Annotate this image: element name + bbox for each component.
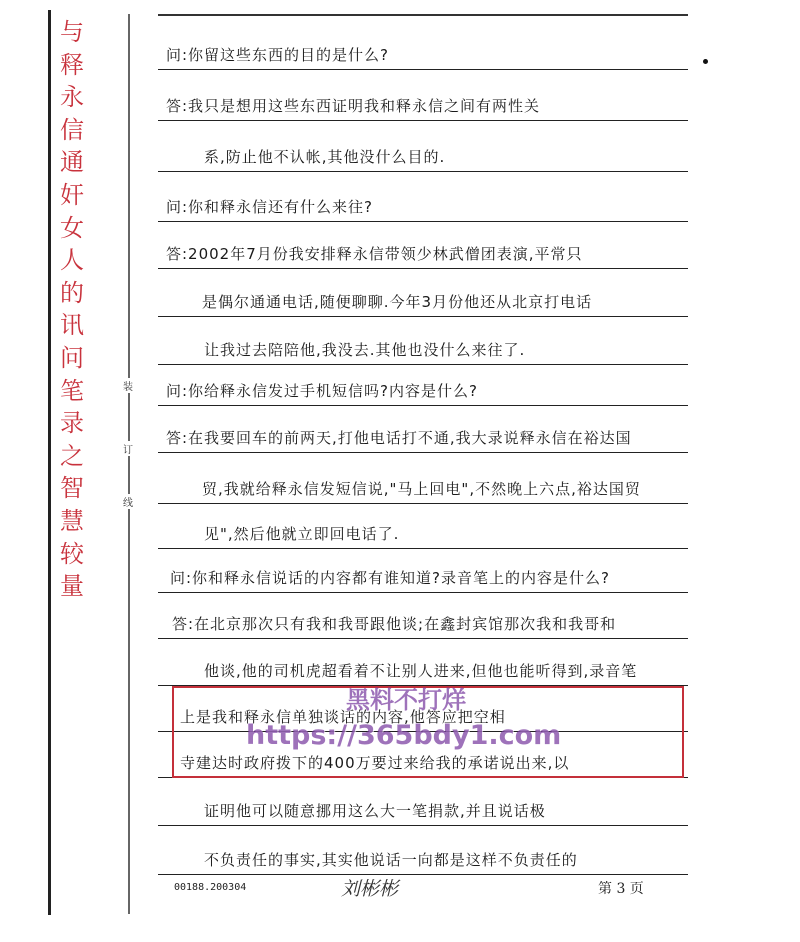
binding-line: [128, 14, 130, 914]
record-line: 上是我和释永信单独谈话的内容,他答应把空相: [180, 708, 506, 726]
record-line: 系,防止他不认帐,其他没什么目的.: [204, 148, 446, 166]
side-title-char: 智: [60, 474, 84, 503]
side-title-char: 问: [60, 343, 84, 372]
ruled-line: [158, 120, 688, 121]
record-line: 寺建达时政府拨下的400万要过来给我的承诺说出来,以: [180, 754, 570, 772]
page-left-edge: [48, 10, 51, 915]
footer-signature: 刘彬彬: [341, 878, 399, 900]
record-line: 答:在我要回车的前两天,打他电话打不通,我大录说释永信在裕达国: [166, 429, 632, 447]
ruled-line: [158, 503, 688, 504]
page-top-rule: [158, 14, 688, 16]
record-line: 问:你留这些东西的目的是什么?: [166, 46, 390, 64]
record-line: 答:在北京那次只有我和我哥跟他谈;在鑫封宾馆那次我和我哥和: [172, 615, 617, 633]
binding-label-3: 线: [121, 494, 135, 509]
ruled-line: [158, 364, 688, 365]
ruled-line: [158, 874, 688, 875]
ruled-line: [158, 638, 688, 639]
side-title-char: 录: [60, 409, 84, 438]
ruled-line: [158, 69, 688, 70]
record-line: 不负责任的事实,其实他说话一向都是这样不负责任的: [204, 851, 578, 869]
side-title-char: 较: [60, 539, 84, 568]
ruled-line: [158, 316, 688, 317]
ruled-line: [158, 221, 688, 222]
record-line: 贸,我就给释永信发短信说,"马上回电",不然晚上六点,裕达国贸: [202, 480, 641, 498]
binding-label-2: 订: [121, 441, 135, 456]
side-title-char: 信: [60, 115, 84, 144]
record-line: 问:你和释永信说话的内容都有谁知道?录音笔上的内容是什么?: [170, 569, 610, 587]
side-title-char: 人: [60, 246, 84, 275]
ruled-line: [158, 171, 688, 172]
ruled-line: [158, 592, 688, 593]
side-title-char: 女: [60, 213, 84, 242]
side-title-char: 的: [60, 278, 84, 307]
record-line: 让我过去陪陪他,我没去.其他也没什么来往了.: [204, 341, 526, 359]
side-title-char: 之: [60, 441, 84, 470]
record-line: 问:你和释永信还有什么来往?: [166, 198, 374, 216]
binding-label-1: 装: [121, 378, 135, 393]
record-line: 见",然后他就立即回电话了.: [204, 525, 400, 543]
footer-page-number: 第 3 页: [598, 881, 644, 897]
record-line: 证明他可以随意挪用这么大一笔捐款,并且说话极: [204, 802, 546, 820]
record-line: 问:你给释永信发过手机短信吗?内容是什么?: [166, 382, 478, 400]
side-title-char: 讯: [60, 311, 84, 340]
ruled-line: [158, 548, 688, 549]
record-line: 答:我只是想用这些东西证明我和释永信之间有两性关: [166, 97, 541, 115]
ruled-line: [158, 405, 688, 406]
record-line: 是偶尔通通电话,随便聊聊.今年3月份他还从北京打电话: [202, 293, 593, 311]
record-line: 答:2002年7月份我安排释永信带领少林武僧团表演,平常只: [166, 245, 583, 263]
ruled-line: [158, 268, 688, 269]
side-title-char: 奸: [60, 180, 84, 209]
watermark-text: 黑料不打烊: [346, 686, 466, 714]
side-title-char: 永: [60, 83, 84, 112]
side-title-char: 与: [60, 18, 84, 46]
footer-code: 00188.200304: [174, 882, 247, 893]
side-title-char: 慧: [60, 506, 84, 535]
ruled-line: [158, 452, 688, 453]
side-title-char: 笔: [60, 376, 84, 405]
ruled-line: [158, 825, 688, 826]
side-title: [52, 16, 92, 603]
margin-dot: [703, 59, 708, 64]
side-title-char: 通: [60, 148, 84, 177]
side-title-char: 释: [60, 50, 84, 79]
side-title-char: 量: [60, 572, 84, 601]
watermark-url: https://365bdy1.com: [246, 720, 562, 751]
record-line: 他谈,他的司机虎超看着不让别人进来,但他也能听得到,录音笔: [204, 662, 638, 680]
